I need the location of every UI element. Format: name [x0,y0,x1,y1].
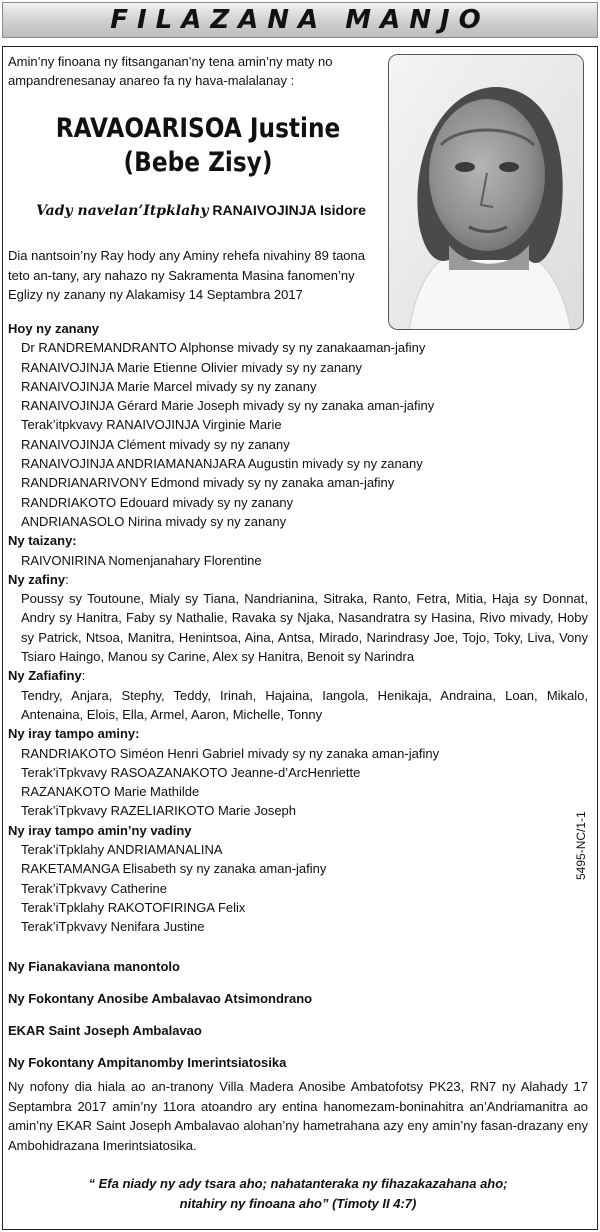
list-item: RAIVONIRINA Nomenjanahary Florentine [21,552,262,568]
reference-code: 5495-NC/1-1 [574,811,588,880]
grandchildren-colon: : [65,571,69,587]
family-list [8,319,588,937]
quote-line2: nitahiry ny finoana aho” (Timoty II 4:7) [179,1196,417,1211]
spouse-line [8,202,394,219]
organization-item: Ny Fokontany Ampitanomby Imerintsiatosika [8,1055,287,1070]
portrait-photo [388,54,584,330]
notice-header [2,2,598,38]
intro-text: Amin’ny finoana ny fitsanganan’ny tena amin’ny maty no ampandrenesanay anareo fa ny hava-malalanay : [8,54,333,88]
list-item: Terak’iTpklahy ANDRIAMANALINA [21,842,223,858]
deceased-name [35,112,362,180]
organization-item: Ny Fianakaviana manontolo [8,959,180,974]
great-grandchildren-list: Tendry, Anjara, Stephy, Teddy, Irinah, Hajaina, Iangola, Henikaja, Andraina, Loan, Mikalo, Antenaina, Elois, Ella, Armel, Aaron, Michelle, Tonny [21,687,588,722]
list-item: Terak’itpkvavy RANAIVOJINJA Virginie Marie [21,417,282,433]
list-item: RANAIVOJINJA Gérard Marie Joseph mivady sy ny zanaka aman-jafiny [21,398,435,414]
death-notice: Dia nantsoin’ny Ray hody any Aminy rehefa nivahiny 89 taona teto an-tany, ary nahazo ny Sakramenta Masina fanomen’ny Eglizy ny zanany ny Alakamisy 14 Septambra 2017 [8,248,365,302]
organizations-list [8,957,588,1085]
list-item: RANDRIANARIVONY Edmond mivady sy ny zanaka aman-jafiny [21,475,395,491]
grandchildren-list: Poussy sy Toutoune, Mialy sy Tiana, Nandrianina, Sitraka, Ranto, Fetra, Mitia, Haja sy Donnat, Andry sy Hanitra, Faby sy Nathalie, Ravaka sy Njaka, Nasandratra sy Hasina, Rivo mivady, Hoby sy Patrick, Ntsoa, Manitra, Henintsoa, Aina, Antsa, Mirado, Narindrasy Joe, Tojo, Toky, Liva, Vony Tsiaro Haingo, Manou sy Carine, Alex sy Hanitra, Benoit sy Narindra [21,591,588,665]
funeral-details: Ny nofony dia hiala ao an-tranony Villa Madera Anosibe Ambatofotsy PK23, RN7 ny Alahady 17 Septambra 2017 amin’ny 11ora atoandro ary entina hanomezam-boninahitra an’Andriamanitra ao amin’ny EKAR Saint Joseph Ambalavao alohan’ny hametrahana azy eny amin’ny fasan-drazany eny Ambohidrazana Imerintsiatosika. [8,1079,588,1153]
list-item: RANAIVOJINJA Marie Etienne Olivier mivady sy ny zanany [21,359,363,375]
list-item: RANAIVOJINJA ANDRIAMANANJARA Augustin mivady sy ny zanany [21,456,423,472]
great-grandchildren-heading-row [8,666,588,685]
great-grandchildren-colon: : [81,668,86,684]
list-item: Terak’iTpkvavy RAZELIARIKOTO Marie Joseph [21,803,297,819]
spouse-relatives-heading: Ny iray tampo amin’ny vadiny [8,822,192,838]
list-item: Terak’iTpkvavy Catherine [21,880,167,896]
grandchildren-heading-row [8,570,588,589]
children-heading: Hoy ny zanany [8,321,100,336]
great-grandchildren-heading: Ny Zafiafiny [8,668,82,684]
bible-quote [8,1174,588,1214]
deceased-name-line1: RAVAOARISOA Justine [55,113,341,144]
siblings-heading: Ny taizany: [8,533,77,549]
deceased-nickname: (Bebe Zisy) [123,147,273,178]
list-item: RAKETAMANGA Elisabeth sy ny zanaka aman-jafiny [21,861,327,877]
list-item: Terak’iTpkvavy Nenifara Justine [21,919,205,935]
organization-item: Ny Fokontany Anosibe Ambalavao Atsimondrano [8,991,313,1006]
spouse-name: RANAIVOJINJA Isidore [212,202,366,218]
portrait-image [389,55,584,330]
spouse-prefix: Vady navelan’Itpklahy [36,203,209,219]
grandchildren-heading: Ny zafiny [8,571,66,587]
list-item: RANDRIAKOTO Siméon Henri Gabriel mivady sy ny zanaka aman-jafiny [21,745,440,761]
list-item: Dr RANDREMANDRANTO Alphonse mivady sy ny zanakaaman-jafiny [21,340,426,356]
list-item: RANAIVOJINJA Clément mivady sy ny zanany [21,436,290,452]
list-item: ANDRIANASOLO Nirina mivady sy ny zanany [21,513,287,529]
list-item: RAZANAKOTO Marie Mathilde [21,784,200,800]
relatives-heading: Ny iray tampo aminy: [8,726,140,742]
list-item: Terak’iTpkvavy RASOAZANAKOTO Jeanne-d’ArcHenriette [21,764,361,780]
notice-title: FILAZANA MANJO [110,5,490,35]
organization-item: EKAR Saint Joseph Ambalavao [8,1023,202,1038]
list-item: RANDRIAKOTO Edouard mivady sy ny zanany [21,494,294,510]
list-item: Terak’iTpklahy RAKOTOFIRINGA Felix [21,899,246,915]
list-item: RANAIVOJINJA Marie Marcel mivady sy ny zanany [21,378,317,394]
quote-line1: “ Efa niady ny ady tsara aho; nahatanteraka ny fihazakazahana aho; [88,1176,508,1191]
